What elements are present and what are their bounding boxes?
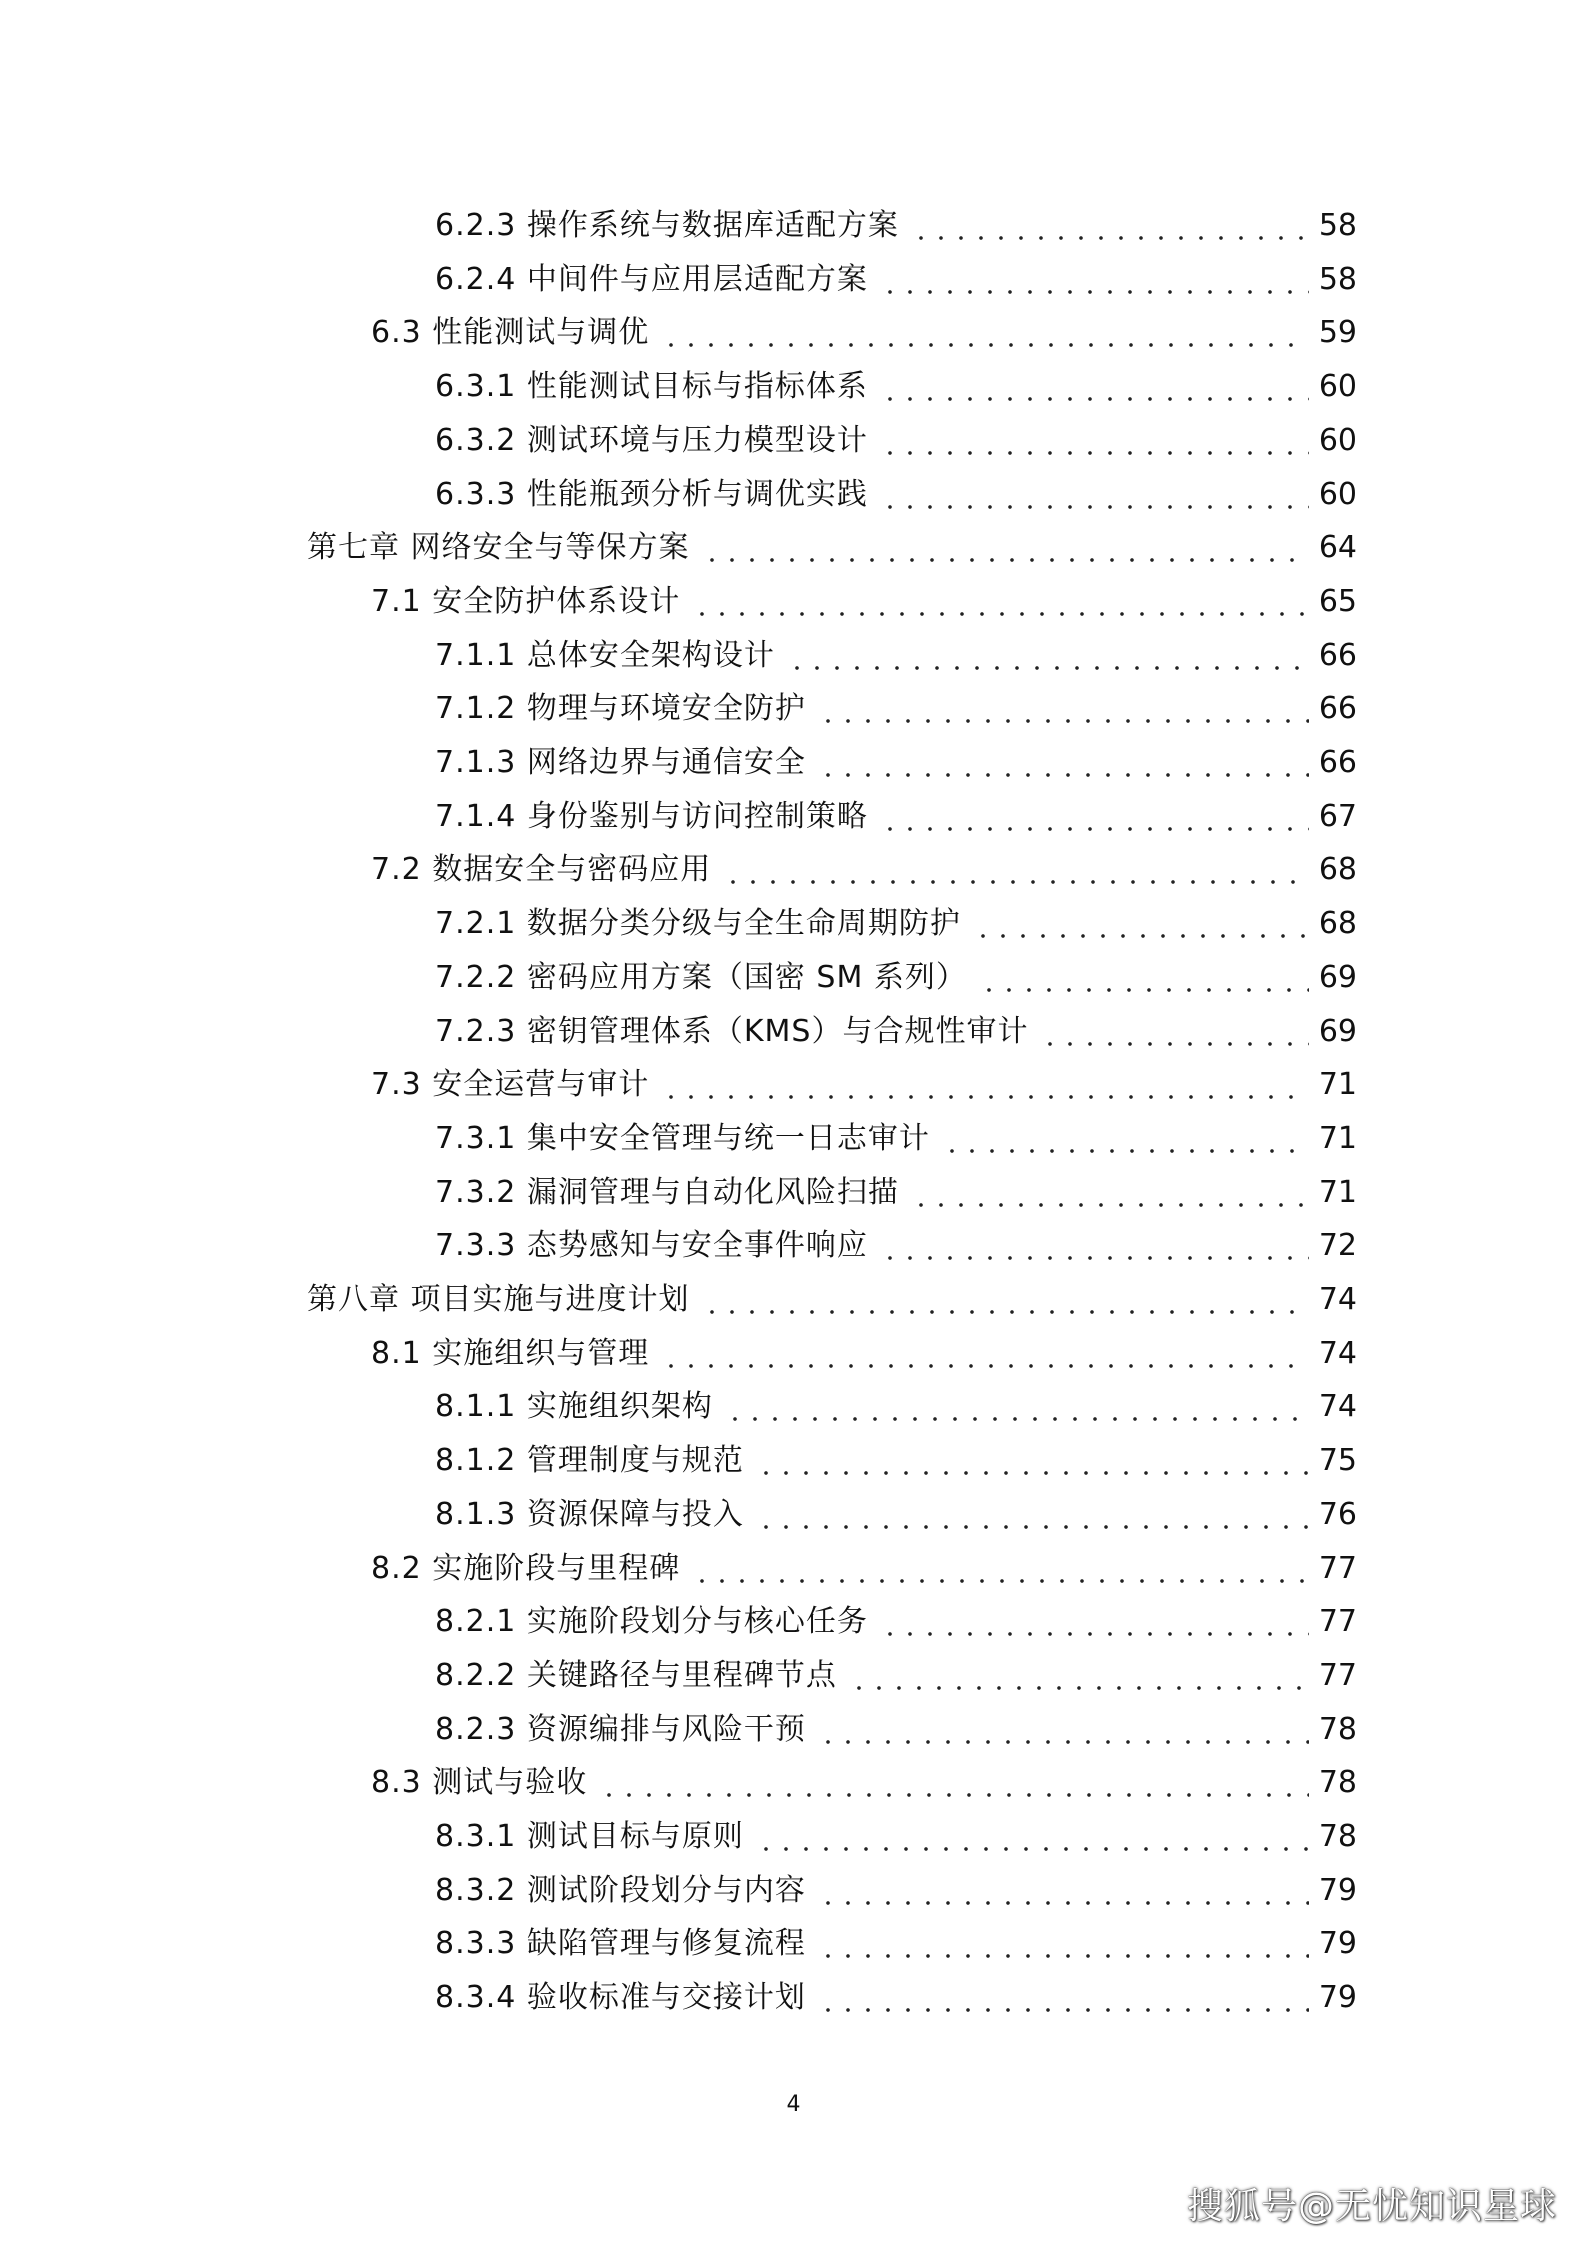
toc-entry-title: 8.3.3 缺陷管理与修复流程	[435, 1926, 806, 1962]
toc-entry[interactable]	[435, 789, 1357, 837]
toc-entry-page: 58	[1318, 261, 1357, 297]
toc-entry[interactable]	[435, 681, 1357, 729]
toc-leader-dots	[692, 612, 1309, 616]
toc-entry-title: 6.3.1 性能测试目标与指标体系	[435, 369, 868, 405]
toc-entry-page: 69	[1318, 959, 1357, 995]
toc-entry[interactable]	[435, 1702, 1357, 1750]
toc-entry-title: 6.3.3 性能瓶颈分析与调优实践	[435, 476, 868, 512]
toc-entry-page: 67	[1318, 798, 1357, 834]
toc-entry-page: 68	[1318, 852, 1357, 888]
toc-entry[interactable]	[435, 1594, 1357, 1642]
toc-entry[interactable]	[371, 305, 1357, 353]
toc-entry-title: 8.1.3 资源保障与投入	[435, 1496, 744, 1532]
toc-leader-dots	[911, 1203, 1309, 1207]
toc-entry[interactable]	[435, 1809, 1357, 1857]
toc-entry-title: 7.3.3 态势感知与安全事件响应	[435, 1228, 868, 1264]
toc-entry[interactable]	[435, 628, 1357, 676]
toc-entry-page: 77	[1318, 1657, 1357, 1693]
toc-entry[interactable]	[435, 1916, 1357, 1964]
toc-entry-title: 7.3.2 漏洞管理与自动化风险扫描	[435, 1174, 899, 1210]
toc-entry-title: 7.2 数据安全与密码应用	[371, 852, 712, 888]
toc-leader-dots	[973, 934, 1309, 938]
toc-entry-title: 7.3.1 集中安全管理与统一日志审计	[435, 1120, 930, 1156]
toc-entry-title: 7.2.2 密码应用方案（国密 SM 系列）	[435, 959, 967, 995]
toc-leader-dots	[818, 1954, 1309, 1958]
toc-entry-page: 66	[1318, 691, 1357, 727]
toc-entry[interactable]	[435, 1648, 1357, 1696]
toc-leader-dots	[756, 1525, 1309, 1529]
toc-leader-dots	[880, 505, 1309, 509]
toc-entry-page: 78	[1318, 1765, 1357, 1801]
toc-leader-dots	[1040, 1042, 1309, 1046]
toc-entry[interactable]	[435, 1433, 1357, 1481]
toc-entry[interactable]	[371, 842, 1357, 890]
toc-entry-page: 78	[1318, 1711, 1357, 1747]
toc-leader-dots	[702, 558, 1309, 562]
toc-entry-page: 74	[1318, 1282, 1357, 1317]
toc-entry-page: 66	[1318, 637, 1357, 673]
toc-entry-title: 6.3.2 测试环境与压力模型设计	[435, 422, 868, 458]
watermark: 搜狐号@无忧知识星球	[1186, 2186, 1557, 2227]
toc-leader-dots	[661, 1095, 1309, 1099]
toc-entry-page: 64	[1318, 530, 1357, 566]
toc-entry[interactable]	[371, 574, 1357, 622]
toc-leader-dots	[979, 988, 1309, 992]
toc-entry[interactable]	[371, 1541, 1357, 1589]
toc-entry-title: 6.2.4 中间件与应用层适配方案	[435, 261, 868, 297]
toc-entry-page: 59	[1318, 315, 1357, 351]
toc-leader-dots	[599, 1793, 1309, 1797]
toc-entry-page: 76	[1318, 1496, 1357, 1532]
toc-entry-title: 第八章 项目实施与进度计划	[307, 1282, 690, 1317]
toc-leader-dots	[702, 1310, 1309, 1314]
toc-entry-title: 7.2.3 密钥管理体系（KMS）与合规性审计	[435, 1013, 1029, 1049]
toc-entry-title: 6.2.3 操作系统与数据库适配方案	[435, 208, 899, 243]
toc-leader-dots	[880, 290, 1309, 294]
toc-entry-page: 66	[1318, 745, 1357, 780]
toc-leader-dots	[661, 1364, 1309, 1368]
toc-entry-page: 58	[1318, 208, 1357, 243]
toc-entry[interactable]	[435, 1004, 1357, 1052]
toc-leader-dots	[692, 1579, 1309, 1583]
toc-leader-dots	[725, 1417, 1309, 1421]
toc-entry[interactable]	[371, 1755, 1357, 1803]
toc-entry-page: 79	[1318, 1872, 1357, 1908]
toc-entry-page: 74	[1318, 1389, 1357, 1425]
toc-entry[interactable]	[435, 467, 1357, 515]
toc-entry-title: 8.1.2 管理制度与规范	[435, 1443, 744, 1479]
toc-entry[interactable]	[435, 1970, 1357, 2018]
toc-entry-title: 8.2.2 关键路径与里程碑节点	[435, 1657, 837, 1693]
toc-leader-dots	[880, 827, 1309, 831]
toc-entry[interactable]	[307, 1272, 1357, 1320]
toc-entry[interactable]	[307, 520, 1357, 568]
toc-entry-title: 第七章 网络安全与等保方案	[307, 530, 690, 566]
toc-leader-dots	[756, 1847, 1309, 1851]
toc-entry-page: 60	[1318, 369, 1357, 405]
toc-entry[interactable]	[435, 1487, 1357, 1535]
toc-entry[interactable]	[435, 1111, 1357, 1159]
toc-entry-title: 7.1.1 总体安全架构设计	[435, 637, 775, 673]
toc-leader-dots	[880, 1632, 1309, 1636]
toc-entry[interactable]	[371, 1057, 1357, 1105]
toc-entry-page: 71	[1318, 1174, 1357, 1210]
toc-leader-dots	[787, 666, 1309, 670]
page-number: 4	[786, 2092, 801, 2117]
toc-entry-page: 69	[1318, 1013, 1357, 1049]
toc-entry-title: 8.3.1 测试目标与原则	[435, 1819, 744, 1854]
toc-leader-dots	[818, 1740, 1309, 1744]
toc-leader-dots	[849, 1686, 1309, 1690]
toc-entry-title: 6.3 性能测试与调优	[371, 315, 650, 351]
toc-entry[interactable]	[435, 413, 1357, 461]
toc-entry-page: 60	[1318, 422, 1357, 458]
toc-leader-dots	[880, 1256, 1309, 1260]
toc-entry-page: 75	[1318, 1443, 1357, 1479]
toc-leader-dots	[723, 880, 1309, 884]
toc-entry[interactable]	[435, 359, 1357, 407]
toc-leader-dots	[661, 343, 1309, 347]
toc-leader-dots	[942, 1149, 1309, 1153]
toc-leader-dots	[818, 773, 1309, 777]
toc-entry-title: 7.3 安全运营与审计	[371, 1067, 650, 1103]
toc-leader-dots	[756, 1471, 1309, 1475]
toc-entry[interactable]	[435, 198, 1357, 246]
toc-entry-title: 7.1.3 网络边界与通信安全	[435, 745, 806, 780]
toc-entry-title: 8.3.4 验收标准与交接计划	[435, 1980, 806, 2016]
toc-entry-title: 8.2.3 资源编排与风险干预	[435, 1711, 806, 1747]
toc-entry-page: 78	[1318, 1819, 1357, 1854]
toc-leader-dots	[880, 397, 1309, 401]
toc-entry[interactable]	[371, 1326, 1357, 1374]
toc-entry[interactable]	[435, 1863, 1357, 1911]
toc-entry-title: 8.3 测试与验收	[371, 1765, 588, 1801]
toc-leader-dots	[818, 1901, 1309, 1905]
toc-entry-page: 79	[1318, 1980, 1357, 2016]
toc-entry-title: 8.2 实施阶段与里程碑	[371, 1550, 681, 1586]
toc-entry[interactable]	[435, 1165, 1357, 1213]
toc-entry-title: 8.2.1 实施阶段划分与核心任务	[435, 1604, 868, 1640]
toc-entry-page: 77	[1318, 1604, 1357, 1640]
toc-entry[interactable]	[435, 735, 1357, 783]
toc-entry[interactable]	[435, 1379, 1357, 1427]
toc-entry-title: 8.1 实施组织与管理	[371, 1335, 650, 1371]
toc-entry-page: 60	[1318, 476, 1357, 512]
toc-entry[interactable]	[435, 896, 1357, 944]
toc-entry-page: 71	[1318, 1120, 1357, 1156]
toc-entry-page: 71	[1318, 1067, 1357, 1103]
toc-leader-dots	[880, 451, 1309, 455]
toc-entry[interactable]	[435, 1218, 1357, 1266]
toc-entry-title: 8.1.1 实施组织架构	[435, 1389, 713, 1425]
toc-entry-page: 65	[1318, 583, 1357, 619]
toc-entry-title: 8.3.2 测试阶段划分与内容	[435, 1872, 806, 1908]
toc-entry-page: 79	[1318, 1926, 1357, 1962]
toc-entry-page: 77	[1318, 1550, 1357, 1586]
toc-leader-dots	[818, 2008, 1309, 2012]
toc-entry[interactable]	[435, 950, 1357, 998]
toc-entry-page: 68	[1318, 906, 1357, 942]
toc-entry-page: 74	[1318, 1335, 1357, 1371]
toc-entry-title: 7.2.1 数据分类分级与全生命周期防护	[435, 906, 961, 942]
toc-entry[interactable]	[435, 252, 1357, 300]
toc-leader-dots	[818, 719, 1309, 723]
toc-entry-title: 7.1.2 物理与环境安全防护	[435, 691, 806, 727]
toc-entry-title: 7.1 安全防护体系设计	[371, 583, 681, 619]
toc-entry-page: 72	[1318, 1228, 1357, 1264]
toc-entry-title: 7.1.4 身份鉴别与访问控制策略	[435, 798, 868, 834]
toc-leader-dots	[911, 236, 1309, 240]
